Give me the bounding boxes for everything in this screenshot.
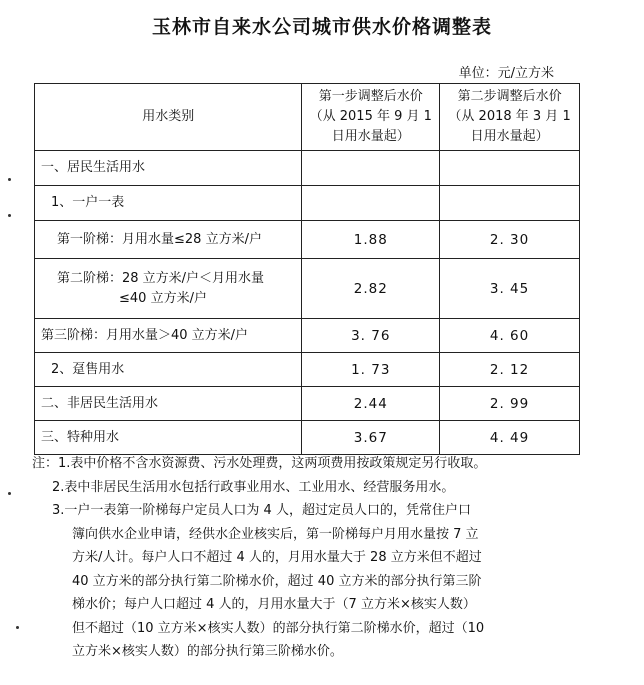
row-step2-value: 4. 49: [440, 421, 580, 455]
header-step1-line: 日用水量起）: [331, 129, 410, 144]
row-step1-value: 1. 73: [302, 353, 440, 387]
margin-dot: [16, 626, 19, 629]
note-line: 梯水价；每户人口超过 4 人的，月用水量大于（7 立方米×核实人数）: [72, 597, 476, 612]
row-step1-value: 3. 76: [302, 319, 440, 353]
margin-dot: [8, 492, 11, 495]
note-line: 但不超过（10 立方米×核实人数）的部分执行第二阶梯水价，超过（10: [72, 620, 485, 636]
row-label-line: 第二阶梯：28 立方米/户＜月用水量: [57, 270, 265, 286]
row-label: [35, 259, 302, 319]
page-title: 玉林市自来水公司城市供水价格调整表: [151, 16, 492, 38]
unit-label: 单位：元/立方米: [458, 66, 554, 81]
row-label: 二、非居民生活用水: [35, 387, 302, 421]
row-label: 第一阶梯：月用水量≤28 立方米/户: [35, 221, 302, 259]
table-row: [35, 387, 580, 421]
table-row: [35, 319, 580, 353]
row-step2-value: 2. 99: [440, 387, 580, 421]
header-step1-line: （从 2015 年 9 月 1: [309, 109, 432, 124]
row-step2-value: [440, 151, 580, 186]
margin-dot: [8, 178, 11, 181]
note-line: 2.表中非居民生活用水包括行政事业用水、工业用水、经营服务用水。: [52, 479, 455, 495]
note-line: 注：1.表中价格不含水资源费、污水处理费，这两项费用按政策规定另行收取。: [32, 456, 487, 471]
table-row: [35, 259, 580, 319]
header-step2-line: 日用水量起）: [470, 129, 549, 144]
row-label: 第三阶梯：月用水量＞40 立方米/户: [35, 319, 302, 353]
price-table: [34, 83, 580, 455]
table-row: [35, 151, 580, 186]
row-step2-value: [440, 186, 580, 221]
note-line: 3.一户一表第一阶梯每户定员人口为 4 人，超过定员人口的，凭常住户口: [52, 503, 471, 518]
row-label-line: ≤40 立方米/户: [119, 290, 207, 306]
table-row: [35, 221, 580, 259]
note-line: 簿向供水企业申请，经供水企业核实后，第一阶梯每户月用水量按 7 立: [72, 526, 479, 542]
note-line: 立方米×核实人数）的部分执行第三阶梯水价。: [72, 644, 343, 659]
table-row: [35, 186, 580, 221]
table-row: [35, 421, 580, 455]
header-step1-line: 第一步调整后水价: [318, 89, 423, 104]
header-category: 用水类别: [35, 84, 302, 151]
row-label: 1、一户一表: [35, 186, 302, 221]
header-step2-line: 第二步调整后水价: [457, 89, 562, 104]
row-label: 三、特种用水: [35, 421, 302, 455]
table-header-row: [35, 84, 580, 151]
row-label: 2、趸售用水: [35, 353, 302, 387]
header-step2-line: （从 2018 年 3 月 1: [448, 109, 571, 124]
row-step1-value: 2.82: [302, 259, 440, 319]
header-step2: [440, 84, 580, 151]
note-line: 40 立方米的部分执行第二阶梯水价，超过 40 立方米的部分执行第三阶: [72, 573, 482, 589]
header-step1: [302, 84, 440, 151]
note-line: 方米/人计。每户人口不超过 4 人的，月用水量大于 28 立方米但不超过: [72, 550, 482, 565]
row-step2-value: 4. 60: [440, 319, 580, 353]
notes-section: [32, 452, 592, 664]
row-step1-value: 3.67: [302, 421, 440, 455]
margin-dot: [8, 214, 11, 217]
row-step1-value: 1.88: [302, 221, 440, 259]
row-step2-value: 2. 12: [440, 353, 580, 387]
row-step2-value: 3. 45: [440, 259, 580, 319]
row-label: 一、居民生活用水: [35, 151, 302, 186]
table-row: [35, 353, 580, 387]
row-step1-value: 2.44: [302, 387, 440, 421]
row-step2-value: 2. 30: [440, 221, 580, 259]
row-step1-value: [302, 186, 440, 221]
row-step1-value: [302, 151, 440, 186]
